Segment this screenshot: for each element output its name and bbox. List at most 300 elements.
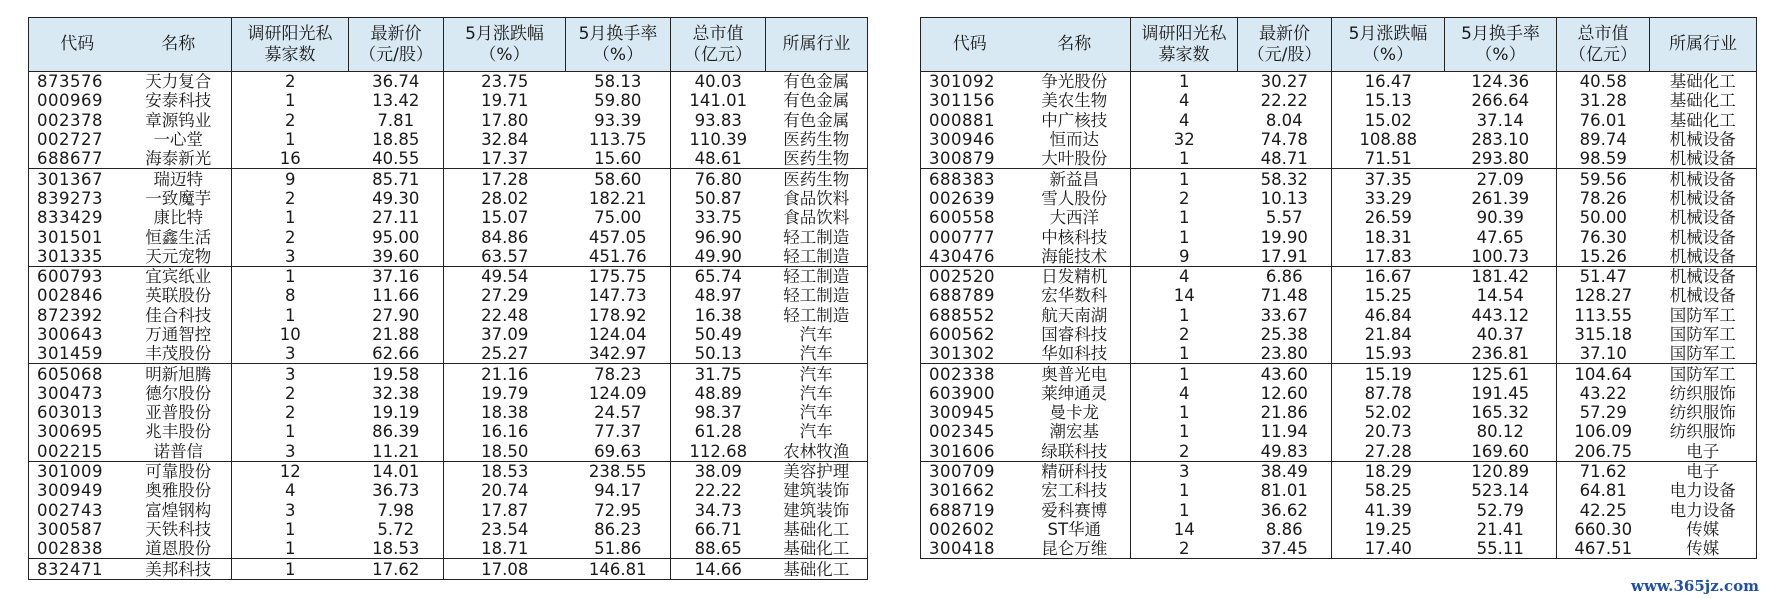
cell-name: 安泰科技	[145, 91, 212, 111]
cell-fund-count: 1	[1131, 72, 1238, 92]
cell-market-cap: 57.29	[1557, 403, 1650, 422]
cell-name: 宏华数科	[1041, 286, 1108, 306]
cell-market-cap: 34.73	[671, 501, 766, 520]
cell-fund-count: 1	[232, 130, 349, 149]
cell-may-turnover: 191.45	[1471, 383, 1530, 403]
cell-code: 002338	[929, 364, 995, 384]
site-watermark: www.365jz.com	[1631, 577, 1759, 595]
cell-name: 明新旭腾	[145, 364, 212, 384]
table-body	[921, 72, 1757, 559]
table-row	[921, 189, 1757, 208]
cell-may-turnover: 100.73	[1445, 247, 1557, 267]
table-row	[921, 111, 1757, 130]
cell-market-cap: 15.26	[1557, 247, 1650, 267]
cell-code: 300418	[929, 539, 995, 559]
cell-code: 300473	[37, 383, 103, 403]
cell-may-turnover: 90.39	[1476, 208, 1524, 228]
cell-name: 佳合科技	[145, 305, 212, 325]
cell-may-change: 21.16	[444, 364, 566, 384]
cell-name: 康比特	[153, 208, 203, 228]
cell-market-cap: 50.87	[671, 189, 766, 208]
header-may-turnover: 5月换手率 （%）	[1445, 18, 1557, 72]
cell-fund-count: 2	[232, 403, 349, 422]
cell-name: 美农生物	[1041, 91, 1108, 111]
cell-latest-price: 36.62	[1260, 500, 1308, 520]
cell-name: 天元宠物	[126, 247, 232, 267]
cell-latest-price: 14.01	[372, 462, 420, 482]
cell-may-change: 17.87	[444, 501, 566, 520]
header-industry: 所属行业	[1650, 18, 1757, 72]
cell-latest-price: 95.00	[372, 227, 420, 247]
table-row	[29, 403, 868, 422]
cell-may-change: 84.86	[444, 227, 566, 246]
header-may-change: 5月涨跌幅 （%）	[444, 18, 566, 72]
cell-industry: 医药生物	[783, 169, 850, 189]
cell-may-change: 15.93	[1332, 344, 1445, 364]
cell-market-cap: 31.75	[671, 364, 766, 384]
table-row	[921, 520, 1757, 539]
cell-fund-count: 3	[232, 364, 349, 384]
cell-market-cap: 467.51	[1557, 539, 1650, 559]
cell-may-turnover: 125.61	[1471, 364, 1530, 384]
cell-industry: 国防军工	[1669, 305, 1736, 325]
cell-code: 002345	[929, 422, 995, 442]
cell-market-cap: 128.27	[1557, 286, 1650, 305]
table-row	[921, 461, 1757, 481]
cell-may-turnover: 80.12	[1476, 422, 1524, 442]
table-row	[29, 208, 868, 227]
table-row	[29, 520, 868, 539]
cell-name: 航天南湖	[1041, 305, 1108, 325]
cell-may-change: 46.84	[1332, 306, 1445, 325]
cell-code: 002215	[29, 442, 126, 462]
cell-may-turnover: 182.21	[588, 188, 647, 208]
cell-latest-price: 71.48	[1260, 286, 1308, 306]
table-row	[29, 325, 868, 344]
cell-market-cap: 98.37	[671, 403, 766, 422]
cell-market-cap: 76.80	[671, 169, 766, 189]
cell-fund-count: 2	[232, 384, 349, 403]
cell-latest-price: 25.38	[1260, 325, 1308, 344]
cell-fund-count: 1	[232, 208, 349, 227]
cell-industry: 美容护理	[783, 462, 850, 482]
cell-market-cap: 96.90	[671, 227, 766, 246]
cell-may-change: 28.02	[444, 189, 566, 208]
cell-may-change: 18.38	[444, 403, 566, 422]
cell-market-cap: 65.74	[671, 266, 766, 286]
cell-code: 300946	[929, 130, 995, 150]
cell-industry: 基础化工	[783, 519, 850, 539]
table-row	[921, 422, 1757, 441]
cell-may-turnover: 37.14	[1476, 110, 1524, 130]
cell-market-cap: 660.30	[1557, 520, 1650, 539]
cell-may-turnover: 58.60	[594, 169, 642, 189]
cell-fund-count: 2	[1131, 442, 1238, 462]
table-row	[29, 130, 868, 149]
cell-market-cap: 88.65	[671, 539, 766, 559]
cell-may-change: 18.53	[444, 461, 566, 481]
cell-industry: 传媒	[1686, 519, 1720, 539]
cell-market-cap: 40.03	[671, 72, 766, 92]
cell-name: 可靠股份	[145, 462, 212, 482]
cell-code: 872392	[37, 305, 103, 325]
cell-industry: 机械设备	[1669, 267, 1736, 287]
cell-market-cap: 78.26	[1557, 189, 1650, 208]
cell-name: ST华通	[1047, 519, 1102, 539]
cell-fund-count: 2	[232, 189, 349, 208]
cell-may-turnover: 55.11	[1476, 539, 1524, 559]
cell-code: 300945	[929, 403, 995, 423]
cell-fund-count: 10	[232, 325, 349, 344]
table-row	[29, 227, 868, 246]
cell-latest-price: 37.16	[372, 267, 420, 287]
cell-code: 873576	[37, 72, 103, 92]
cell-code: 002743	[37, 500, 103, 520]
cell-code: 300695	[37, 422, 103, 442]
cell-may-turnover: 113.75	[588, 130, 647, 150]
cell-industry: 国防军工	[1669, 364, 1736, 384]
cell-fund-count: 1	[232, 539, 349, 559]
cell-industry: 汽车	[799, 383, 833, 403]
cell-latest-price: 18.53	[349, 539, 444, 559]
table-row	[29, 266, 868, 286]
table-row	[921, 364, 1757, 384]
cell-code: 300879	[921, 149, 1019, 169]
cell-market-cap: 33.75	[671, 208, 766, 227]
cell-fund-count: 12	[232, 461, 349, 481]
cell-latest-price: 17.91	[1238, 247, 1332, 267]
cell-industry: 纺织服饰	[1669, 422, 1736, 442]
cell-latest-price: 12.60	[1260, 383, 1308, 403]
cell-name: 亚普股份	[145, 403, 212, 423]
cell-name: 奥普光电	[1041, 364, 1108, 384]
header-code: 代码	[29, 18, 126, 72]
table-row	[921, 481, 1757, 500]
cell-fund-count: 9	[1131, 247, 1238, 267]
cell-code: 603900	[929, 383, 995, 403]
cell-may-change: 18.71	[444, 539, 566, 559]
cell-code: 688719	[929, 500, 995, 520]
cell-may-change: 33.29	[1332, 189, 1445, 208]
cell-may-turnover: 261.39	[1471, 188, 1530, 208]
cell-name: 海泰新光	[126, 149, 232, 169]
cell-may-turnover: 27.09	[1476, 169, 1524, 189]
cell-latest-price: 19.58	[372, 364, 420, 384]
table-row	[921, 306, 1757, 325]
cell-may-turnover: 283.10	[1471, 130, 1530, 150]
cell-name: 富煌钢构	[145, 500, 212, 520]
cell-code: 301662	[929, 481, 995, 501]
cell-code: 301367	[37, 169, 103, 189]
cell-industry: 机械设备	[1669, 188, 1736, 208]
cell-industry: 轻工制造	[766, 247, 868, 267]
cell-may-change: 20.73	[1332, 422, 1445, 441]
cell-may-change: 25.27	[444, 344, 566, 364]
cell-code: 000881	[929, 110, 995, 130]
cell-name: 宜宾纸业	[145, 267, 212, 287]
table-row	[921, 539, 1757, 559]
cell-fund-count: 1	[1131, 208, 1238, 227]
cell-may-turnover: 40.37	[1476, 325, 1524, 344]
cell-fund-count: 2	[232, 111, 349, 130]
cell-name: 潮宏基	[1049, 422, 1099, 442]
cell-name: 爱科赛博	[1041, 500, 1108, 520]
cell-fund-count: 1	[232, 520, 349, 539]
table-row	[29, 481, 868, 500]
cell-latest-price: 11.21	[349, 442, 444, 462]
cell-latest-price: 86.39	[372, 422, 420, 442]
cell-latest-price: 8.04	[1265, 110, 1303, 130]
cell-name: 诺普信	[126, 442, 232, 462]
cell-may-change: 15.25	[1332, 286, 1445, 305]
cell-may-change: 16.47	[1332, 72, 1445, 92]
cell-code: 002639	[929, 188, 995, 208]
cell-code: 301459	[29, 344, 126, 364]
cell-latest-price: 23.80	[1238, 344, 1332, 364]
cell-may-turnover: 147.73	[588, 286, 647, 306]
cell-market-cap: 61.28	[671, 422, 766, 441]
cell-fund-count: 1	[232, 91, 349, 110]
cell-may-turnover: 443.12	[1471, 305, 1530, 325]
cell-name: 精研科技	[1041, 462, 1108, 482]
cell-industry: 国防军工	[1650, 344, 1757, 364]
cell-may-change: 23.54	[444, 520, 566, 539]
cell-may-turnover: 52.79	[1476, 500, 1524, 520]
cell-market-cap: 49.90	[671, 247, 766, 267]
cell-industry: 轻工制造	[783, 227, 850, 247]
table-row	[29, 306, 868, 325]
cell-industry: 机械设备	[1669, 227, 1736, 247]
cell-latest-price: 58.32	[1260, 169, 1308, 189]
cell-latest-price: 49.83	[1238, 442, 1332, 462]
cell-code: 300643	[37, 325, 103, 344]
cell-may-turnover: 75.00	[594, 208, 642, 228]
header-name: 名称	[1019, 18, 1131, 72]
cell-may-change: 17.08	[444, 559, 566, 579]
cell-latest-price: 40.55	[349, 149, 444, 169]
cell-name: 道恩股份	[126, 539, 232, 559]
table-row	[29, 169, 868, 189]
cell-may-change: 16.67	[1332, 266, 1445, 286]
cell-may-turnover: 451.76	[566, 247, 671, 267]
cell-fund-count: 2	[232, 227, 349, 246]
cell-fund-count: 8	[232, 286, 349, 305]
cell-fund-count: 1	[1131, 344, 1238, 364]
cell-industry: 汽车	[799, 325, 833, 344]
cell-latest-price: 21.86	[1260, 403, 1308, 423]
cell-market-cap: 98.59	[1557, 149, 1650, 169]
cell-name: 美邦科技	[145, 559, 212, 579]
table-row	[29, 501, 868, 520]
cell-fund-count: 32	[1131, 130, 1238, 149]
table-row	[921, 344, 1757, 364]
cell-may-turnover: 51.86	[566, 539, 671, 559]
cell-may-turnover: 47.65	[1476, 227, 1524, 247]
cell-code: 600562	[929, 325, 995, 344]
cell-latest-price: 5.72	[377, 519, 415, 539]
cell-name: 绿联科技	[1019, 442, 1131, 462]
cell-may-turnover: 236.81	[1445, 344, 1557, 364]
cell-code: 833429	[37, 208, 103, 228]
header-fund-count: 调研阳光私 募家数	[232, 18, 349, 72]
cell-may-change: 49.54	[444, 266, 566, 286]
cell-fund-count: 2	[1131, 539, 1238, 559]
header-code: 代码	[921, 18, 1019, 72]
cell-may-turnover: 21.41	[1476, 519, 1524, 539]
cell-may-turnover: 72.95	[594, 500, 642, 520]
table-body	[29, 72, 868, 580]
cell-may-turnover: 178.92	[588, 305, 647, 325]
cell-market-cap: 48.97	[671, 286, 766, 305]
cell-name: 大叶股份	[1019, 149, 1131, 169]
cell-name: 天力复合	[145, 72, 212, 92]
cell-market-cap: 16.38	[671, 306, 766, 325]
cell-latest-price: 43.60	[1260, 364, 1308, 384]
header-industry: 所属行业	[766, 18, 868, 72]
cell-market-cap: 50.13	[671, 344, 766, 364]
cell-market-cap: 110.39	[671, 130, 766, 149]
cell-may-change: 18.31	[1332, 227, 1445, 246]
table-row	[921, 72, 1757, 92]
cell-fund-count: 1	[1131, 169, 1238, 189]
table-row	[921, 149, 1757, 169]
cell-industry: 电力设备	[1669, 481, 1736, 501]
cell-market-cap: 71.62	[1557, 461, 1650, 481]
cell-industry: 纺织服饰	[1669, 403, 1736, 423]
cell-name: 中广核技	[1041, 110, 1108, 130]
cell-code: 605068	[37, 364, 103, 384]
cell-may-turnover: 266.64	[1471, 91, 1530, 111]
table-row	[921, 403, 1757, 422]
cell-name: 中核科技	[1041, 227, 1108, 247]
cell-market-cap: 112.68	[671, 442, 766, 462]
cell-may-change: 20.74	[444, 481, 566, 500]
cell-may-change: 15.19	[1332, 364, 1445, 384]
cell-industry: 轻工制造	[783, 286, 850, 306]
cell-market-cap: 141.01	[671, 91, 766, 110]
table-row	[29, 72, 868, 92]
cell-latest-price: 30.27	[1260, 72, 1308, 92]
cell-market-cap: 38.09	[671, 461, 766, 481]
cell-may-change: 15.02	[1332, 111, 1445, 130]
header-name: 名称	[126, 18, 232, 72]
cell-code: 002520	[929, 267, 995, 287]
cell-may-change: 23.75	[444, 72, 566, 92]
cell-fund-count: 3	[232, 247, 349, 267]
cell-may-change: 16.16	[444, 422, 566, 441]
cell-name: 曼卡龙	[1049, 403, 1099, 423]
cell-may-change: 21.84	[1332, 325, 1445, 344]
header-latest-price: 最新价 （元/股）	[1238, 18, 1332, 72]
cell-may-change: 19.71	[444, 91, 566, 110]
cell-may-turnover: 59.80	[594, 91, 642, 111]
cell-code: 600558	[929, 208, 995, 228]
cell-name: 争光股份	[1041, 72, 1108, 92]
cell-industry: 医药生物	[783, 130, 850, 150]
cell-industry: 电子	[1686, 462, 1720, 482]
cell-may-turnover: 120.89	[1471, 462, 1530, 482]
cell-market-cap: 14.66	[671, 559, 766, 579]
cell-latest-price: 48.71	[1238, 149, 1332, 169]
cell-code: 002602	[929, 519, 995, 539]
cell-fund-count: 4	[232, 481, 349, 500]
cell-latest-price: 21.88	[372, 325, 420, 344]
cell-may-turnover: 181.42	[1471, 267, 1530, 287]
cell-fund-count: 1	[1131, 422, 1238, 441]
cell-may-turnover: 14.54	[1476, 286, 1524, 306]
table-row	[29, 247, 868, 267]
cell-fund-count: 4	[1131, 91, 1238, 110]
cell-name: 国睿科技	[1041, 325, 1108, 344]
cell-market-cap: 76.01	[1557, 111, 1650, 130]
cell-code: 002838	[29, 539, 126, 559]
cell-fund-count: 1	[232, 306, 349, 325]
cell-fund-count: 4	[1131, 111, 1238, 130]
table-row	[921, 130, 1757, 149]
cell-market-cap: 22.22	[671, 481, 766, 500]
cell-may-change: 17.37	[444, 149, 566, 169]
cell-fund-count: 1	[1131, 501, 1238, 520]
cell-may-turnover: 146.81	[588, 559, 647, 579]
cell-industry: 医药生物	[766, 149, 868, 169]
cell-may-turnover: 124.09	[588, 383, 647, 403]
cell-code: 832471	[37, 559, 103, 579]
cell-latest-price: 62.66	[349, 344, 444, 364]
cell-name: 大西洋	[1049, 208, 1099, 228]
table-row	[921, 227, 1757, 246]
cell-may-change: 19.79	[444, 384, 566, 403]
cell-industry: 农林牧渔	[766, 442, 868, 462]
cell-latest-price: 74.78	[1260, 130, 1308, 150]
table-row	[29, 189, 868, 208]
cell-latest-price: 38.49	[1260, 462, 1308, 482]
cell-industry: 基础化工	[1669, 110, 1736, 130]
cell-industry: 轻工制造	[783, 267, 850, 287]
cell-industry: 机械设备	[1669, 208, 1736, 228]
cell-may-turnover: 124.36	[1471, 72, 1530, 92]
cell-industry: 食品饮料	[783, 188, 850, 208]
cell-may-change: 108.88	[1332, 130, 1445, 149]
cell-industry: 机械设备	[1650, 247, 1757, 267]
cell-latest-price: 32.38	[372, 383, 420, 403]
cell-code: 688789	[929, 286, 995, 306]
cell-fund-count: 2	[232, 72, 349, 92]
cell-latest-price: 49.30	[372, 188, 420, 208]
cell-market-cap: 48.61	[671, 149, 766, 169]
cell-market-cap: 113.55	[1557, 306, 1650, 325]
table-row	[29, 364, 868, 384]
cell-industry: 纺织服饰	[1669, 383, 1736, 403]
cell-industry: 汽车	[799, 403, 833, 423]
table-row	[921, 169, 1757, 189]
cell-industry: 基础化工	[1669, 72, 1736, 92]
table-row	[921, 247, 1757, 267]
cell-latest-price: 85.71	[372, 169, 420, 189]
cell-latest-price: 37.45	[1260, 539, 1308, 559]
cell-may-change: 17.40	[1332, 539, 1445, 559]
cell-fund-count: 1	[1131, 227, 1238, 246]
cell-industry: 机械设备	[1650, 149, 1757, 169]
header-fund-count: 调研阳光私 募家数	[1131, 18, 1238, 72]
cell-code: 301335	[29, 247, 126, 267]
cell-market-cap: 315.18	[1557, 325, 1650, 344]
cell-latest-price: 7.98	[377, 500, 415, 520]
cell-latest-price: 27.11	[372, 208, 420, 228]
table-row	[29, 111, 868, 130]
cell-may-change: 71.51	[1332, 149, 1445, 169]
cell-latest-price: 81.01	[1260, 481, 1308, 501]
cell-industry: 食品饮料	[783, 208, 850, 228]
